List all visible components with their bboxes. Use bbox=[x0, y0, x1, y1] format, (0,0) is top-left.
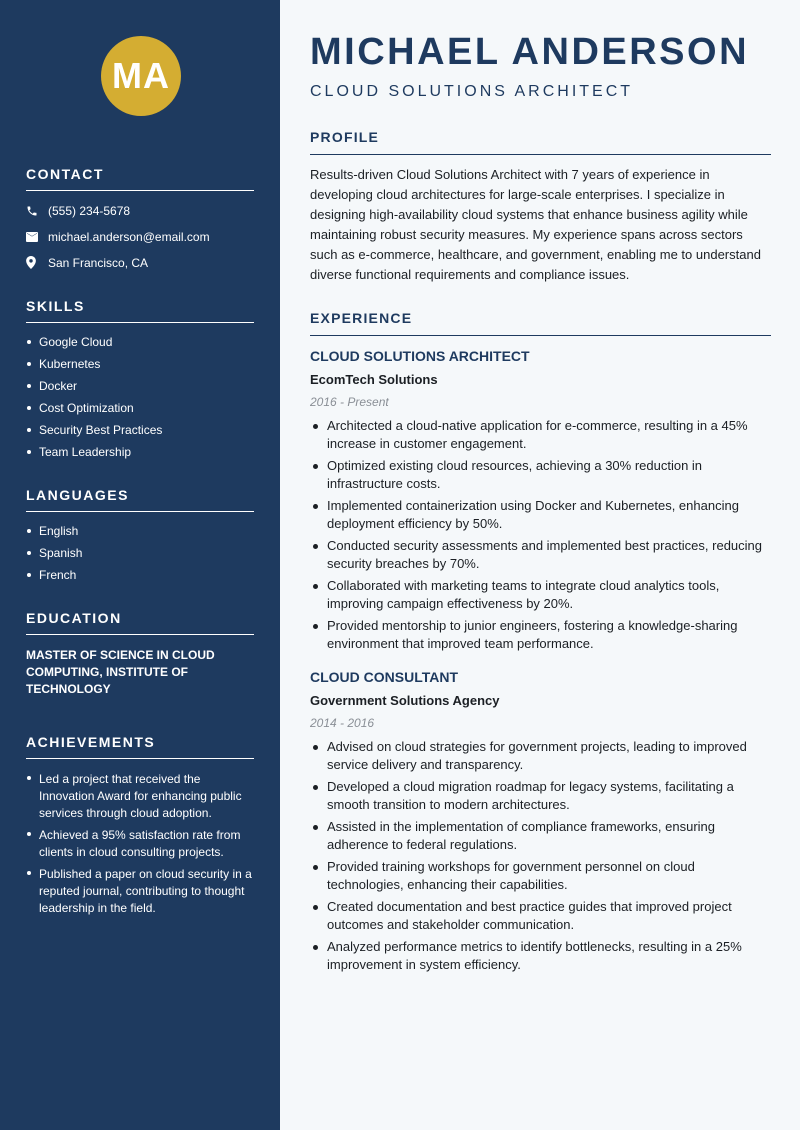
education-degree: MASTER OF SCIENCE IN CLOUD COMPUTING, INSTITUTE OF TECHNOLOGY bbox=[26, 648, 215, 696]
candidate-title: CLOUD SOLUTIONS ARCHITECT bbox=[310, 83, 634, 100]
job-bullet: Provided training workshops for government personnel on cloud technologies, enhancing their capabilities. bbox=[310, 858, 771, 894]
profile-text: Results-driven Cloud Solutions Architect with 7 years of experience in developing cloud architectures for large-scale enterprises. I specialize in designing high-availability cloud systems that enhance business agility while maintaining robust security measures. My experience spans across sectors such as e-commerce, healthcare, and government, enabling me to understand diverse functional requirements and compliance issues. bbox=[310, 167, 761, 282]
contact-section bbox=[26, 166, 254, 270]
skill-item: Team Leadership bbox=[26, 445, 254, 459]
skill-item: Kubernetes bbox=[26, 357, 254, 371]
experience-section bbox=[310, 310, 771, 974]
language-item: English bbox=[26, 524, 254, 538]
main-content bbox=[280, 0, 800, 1130]
achievement-item: Published a paper on cloud security in a reputed journal, contributing to thought leadership in the field. bbox=[26, 866, 254, 917]
job-bullets bbox=[310, 417, 771, 653]
email-text[interactable]: michael.anderson@email.com bbox=[48, 229, 210, 244]
job-bullet: Provided mentorship to junior engineers, fostering a knowledge-sharing environment that improved team performance. bbox=[310, 617, 771, 653]
contact-heading: CONTACT bbox=[26, 166, 254, 191]
job-entry bbox=[310, 669, 771, 974]
achievement-item: Achieved a 95% satisfaction rate from clients in cloud consulting projects. bbox=[26, 827, 254, 861]
languages-section bbox=[26, 487, 254, 582]
skill-item: Docker bbox=[26, 379, 254, 393]
skill-item: Cost Optimization bbox=[26, 401, 254, 415]
contact-email bbox=[26, 229, 254, 244]
contact-phone bbox=[26, 203, 254, 218]
skill-item: Security Best Practices bbox=[26, 423, 254, 437]
job-bullet: Architected a cloud-native application for e-commerce, resulting in a 45% increase in customer engagement. bbox=[310, 417, 771, 453]
email-icon bbox=[26, 232, 48, 242]
job-dates: 2016 - Present bbox=[310, 395, 389, 409]
job-title: CLOUD SOLUTIONS ARCHITECT bbox=[310, 348, 530, 364]
achievements-heading: ACHIEVEMENTS bbox=[26, 734, 254, 759]
initials-avatar: MA bbox=[101, 36, 181, 116]
location-text: San Francisco, CA bbox=[48, 255, 149, 270]
job-bullet: Implemented containerization using Docker and Kubernetes, enhancing deployment efficiency by 50%. bbox=[310, 497, 771, 533]
language-item: Spanish bbox=[26, 546, 254, 560]
job-bullet: Optimized existing cloud resources, achieving a 30% reduction in infrastructure costs. bbox=[310, 457, 771, 493]
job-bullet: Conducted security assessments and implemented best practices, reducing security breaches by 70%. bbox=[310, 537, 771, 573]
job-company: EcomTech Solutions bbox=[310, 372, 438, 387]
candidate-name: MICHAEL ANDERSON bbox=[310, 31, 750, 73]
skills-list bbox=[26, 335, 254, 459]
sidebar bbox=[0, 0, 280, 1130]
education-heading: EDUCATION bbox=[26, 610, 254, 635]
languages-heading: LANGUAGES bbox=[26, 487, 254, 512]
location-pin-icon bbox=[26, 256, 48, 269]
profile-section bbox=[310, 129, 771, 285]
contact-location bbox=[26, 255, 254, 270]
education-section bbox=[26, 610, 254, 698]
phone-icon bbox=[26, 205, 48, 217]
job-bullet: Developed a cloud migration roadmap for legacy systems, facilitating a smooth transition to modern architectures. bbox=[310, 778, 771, 814]
job-bullet: Analyzed performance metrics to identify bottlenecks, resulting in a 25% improvement in system efficiency. bbox=[310, 938, 771, 974]
skills-heading: SKILLS bbox=[26, 298, 254, 323]
experience-heading: EXPERIENCE bbox=[310, 310, 771, 336]
job-bullet: Advised on cloud strategies for government projects, leading to improved service delivery and transparency. bbox=[310, 738, 771, 774]
job-dates: 2014 - 2016 bbox=[310, 716, 375, 730]
phone-text: (555) 234-5678 bbox=[48, 203, 131, 218]
job-bullet: Assisted in the implementation of compliance frameworks, ensuring adherence to federal regulations. bbox=[310, 818, 771, 854]
job-entry bbox=[310, 348, 771, 653]
skills-section bbox=[26, 298, 254, 459]
languages-list bbox=[26, 524, 254, 582]
job-company: Government Solutions Agency bbox=[310, 693, 500, 708]
job-title: CLOUD CONSULTANT bbox=[310, 669, 459, 685]
language-item: French bbox=[26, 568, 254, 582]
achievement-item: Led a project that received the Innovation Award for enhancing public services through cloud adoption. bbox=[26, 771, 254, 822]
job-bullet: Created documentation and best practice guides that improved project outcomes and stakeholder communication. bbox=[310, 898, 771, 934]
achievements-list bbox=[26, 771, 254, 917]
job-bullet: Collaborated with marketing teams to integrate cloud analytics tools, improving campaign effectiveness by 20%. bbox=[310, 577, 771, 613]
job-bullets bbox=[310, 738, 771, 974]
skill-item: Google Cloud bbox=[26, 335, 254, 349]
profile-heading: PROFILE bbox=[310, 129, 771, 155]
achievements-section bbox=[26, 734, 254, 917]
